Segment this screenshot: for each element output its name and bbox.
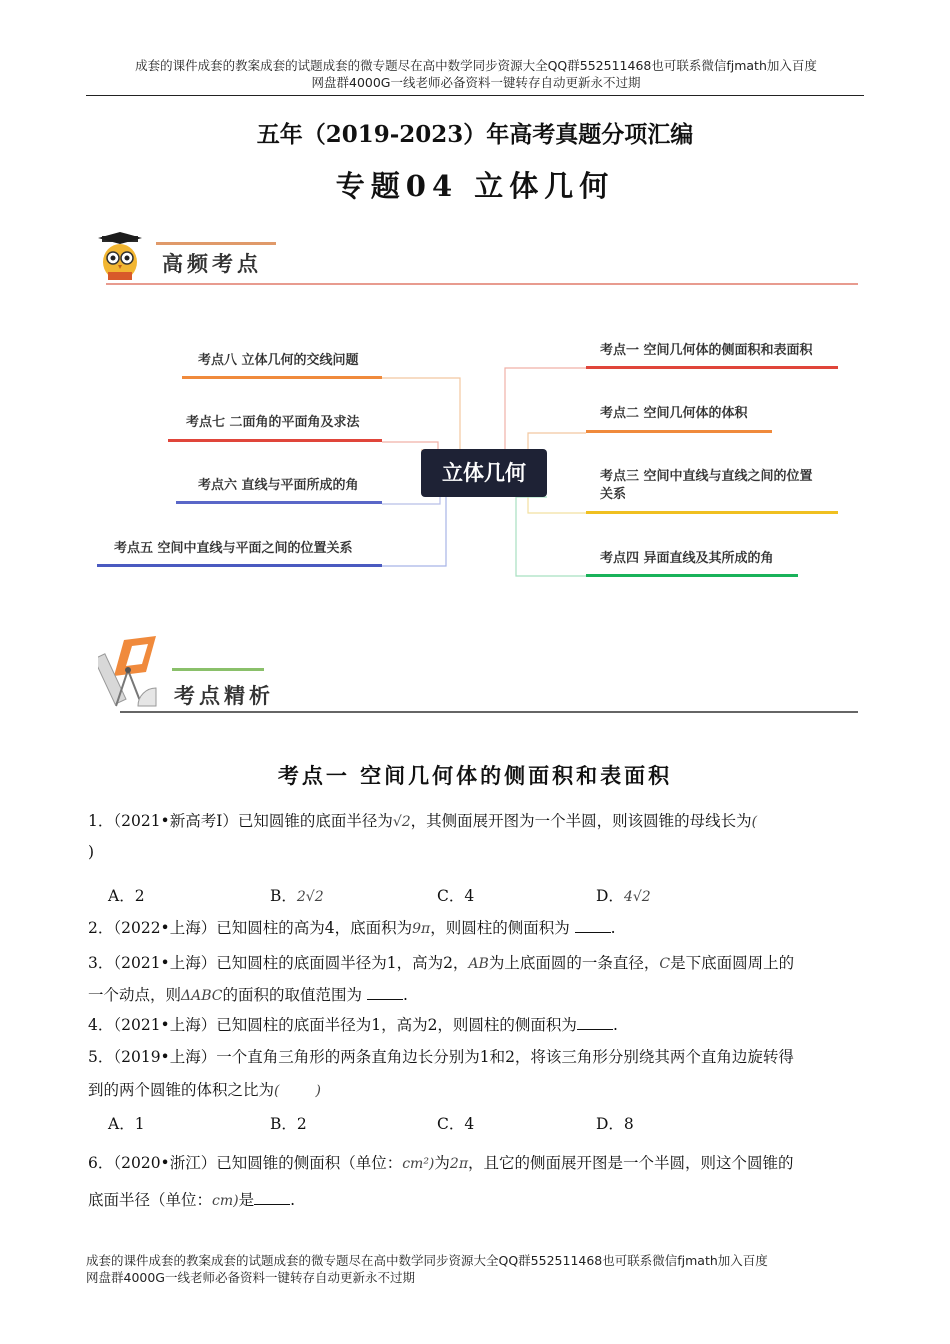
mindmap-node-5: 考点五 空间中直线与平面之间的位置关系 bbox=[114, 541, 353, 556]
page-footer bbox=[86, 1252, 866, 1286]
header-divider bbox=[86, 95, 864, 96]
q6-answer-blank[interactable] bbox=[254, 1190, 290, 1205]
connector-6 bbox=[382, 497, 440, 504]
q1-option-d-math: 4√2 bbox=[623, 889, 651, 905]
mindmap-bar-7 bbox=[168, 439, 382, 442]
mindmap-node-4: 考点四 异面直线及其所成的角 bbox=[600, 551, 774, 566]
footer-line-1: 成套的课件成套的教案成套的试题成套的微专题尽在高中数学同步资源大全QQ群552511468也可联系微信fjmath加入百度 bbox=[86, 1253, 768, 1268]
q6-math-cm2: cm²) bbox=[402, 1156, 435, 1172]
mindmap-node-6: 考点六 直线与平面所成的角 bbox=[198, 478, 359, 493]
question-4 bbox=[88, 1014, 864, 1036]
mindmap-node-3 bbox=[600, 468, 813, 504]
q5-option-d[interactable]: D．8 bbox=[596, 1115, 634, 1133]
q6-math-cm: cm) bbox=[212, 1193, 239, 1209]
section-high-freq: 高频考点 bbox=[162, 251, 262, 276]
q6-text-a: 6．（2020•浙江）已知圆锥的侧面积（单位： bbox=[88, 1154, 403, 1172]
q3-math-ab: AB bbox=[468, 956, 489, 972]
q2-text-b: ，则圆柱的侧面积为 bbox=[430, 919, 570, 937]
mindmap-node-3-line1: 考点三 空间中直线与直线之间的位置 bbox=[600, 469, 813, 484]
q4-text: 4．（2021•上海）已知圆柱的底面半径为1，高为2，则圆柱的侧面积为 bbox=[88, 1016, 577, 1034]
header-line-1: 成套的课件成套的教案成套的试题成套的微专题尽在高中数学同步资源大全QQ群552511468也可联系微信fjmath加入百度 bbox=[135, 58, 817, 73]
ruler-compass-icon bbox=[98, 636, 156, 706]
section-analysis: 考点精析 bbox=[174, 683, 274, 708]
q1-option-d[interactable] bbox=[596, 884, 651, 906]
connector-5 bbox=[382, 497, 446, 566]
q1-text-b: ，其侧面展开图为一个半圆，则该圆锥的母线长为 bbox=[410, 812, 752, 830]
q4-tail: . bbox=[612, 1016, 618, 1034]
question-5 bbox=[88, 1046, 864, 1068]
connector-4 bbox=[516, 497, 586, 576]
q6-text-c: ，且它的侧面展开图是一个半圆，则这个圆锥的 bbox=[468, 1154, 794, 1172]
mindmap-bar-4 bbox=[586, 574, 798, 577]
q6-text-e: 是 bbox=[238, 1191, 255, 1209]
owl-mascot-icon bbox=[98, 232, 142, 280]
q5-option-a[interactable]: A．1 bbox=[108, 1115, 145, 1133]
q1-option-b-label: B． bbox=[270, 887, 297, 905]
question-6-cont bbox=[88, 1189, 864, 1212]
q6-math-2pi: 2π bbox=[449, 1156, 469, 1172]
mindmap-node-8: 考点八 立体几何的交线问题 bbox=[198, 353, 359, 368]
q3-text-b: 为上底面圆的一条直径， bbox=[488, 954, 660, 972]
document-title: 五年（2019-2023）年高考真题分项汇编 bbox=[256, 121, 694, 148]
q3-math-c: C bbox=[659, 956, 671, 972]
question-1 bbox=[88, 810, 864, 833]
q1-math-sqrt2: √2 bbox=[392, 814, 411, 830]
footer-line-2: 网盘群4000G一线老师必备资料一键转存自动更新永不过期 bbox=[86, 1270, 415, 1285]
q3-tail: . bbox=[402, 986, 408, 1004]
q5-paren-open: ( bbox=[274, 1083, 280, 1099]
mindmap-node-1: 考点一 空间几何体的侧面积和表面积 bbox=[600, 343, 813, 358]
q1-option-d-label: D． bbox=[596, 887, 624, 905]
q5-option-b[interactable]: B．2 bbox=[270, 1115, 307, 1133]
q1-paren-close: ) bbox=[88, 843, 95, 861]
q2-tail: . bbox=[610, 919, 616, 937]
mindmap-bar-3 bbox=[586, 511, 838, 514]
q5-text-b: 到的两个圆锥的体积之比为 bbox=[88, 1081, 275, 1099]
q6-text-b: 为 bbox=[434, 1154, 450, 1172]
mindmap-bar-6 bbox=[176, 501, 382, 504]
q1-paren-close-line bbox=[88, 841, 864, 863]
header-line-2: 网盘群4000G一线老师必备资料一键转存自动更新永不过期 bbox=[311, 75, 641, 90]
mindmap-center: 立体几何 bbox=[421, 449, 547, 497]
q6-text-d: 底面半径（单位： bbox=[88, 1191, 213, 1209]
mindmap-bar-5 bbox=[97, 564, 382, 567]
document-subtitle: 专题04 立体几何 bbox=[335, 169, 615, 203]
q2-math: 9π bbox=[412, 921, 431, 937]
topic-title: 考点一 空间几何体的侧面积和表面积 bbox=[277, 763, 673, 788]
connector-7 bbox=[382, 442, 438, 449]
q1-option-a[interactable]: A．2 bbox=[108, 887, 145, 905]
mindmap-node-2: 考点二 空间几何体的体积 bbox=[600, 406, 748, 421]
question-2 bbox=[88, 917, 864, 940]
q1-option-b[interactable] bbox=[270, 884, 324, 906]
q1-option-b-math: 2√2 bbox=[296, 889, 324, 905]
q3-text-c: 是下底面圆周上的 bbox=[670, 954, 795, 972]
mindmap-bar-2 bbox=[586, 430, 772, 433]
banner-accent-green bbox=[172, 668, 264, 671]
mindmap-bar-8 bbox=[182, 376, 382, 379]
question-5-cont bbox=[88, 1079, 864, 1102]
q3-answer-blank[interactable] bbox=[367, 985, 403, 1000]
connector-8 bbox=[382, 378, 460, 450]
q4-answer-blank[interactable] bbox=[577, 1015, 613, 1030]
mindmap-bar-1 bbox=[586, 366, 838, 369]
q2-answer-blank[interactable] bbox=[575, 918, 611, 933]
q5-paren-close: ) bbox=[315, 1083, 321, 1099]
question-6 bbox=[88, 1152, 864, 1175]
q2-text-a: 2．（2022•上海）已知圆柱的高为4，底面积为 bbox=[88, 919, 413, 937]
q6-tail: . bbox=[290, 1191, 296, 1209]
mindmap-node-3-line2: 关系 bbox=[600, 487, 627, 502]
q1-text-a: 1．（2021•新高考Ⅰ）已知圆锥的底面半径为 bbox=[88, 812, 393, 830]
page-header bbox=[86, 57, 866, 91]
q3-text-d: 一个动点，则 bbox=[88, 986, 182, 1004]
q3-math-abc: ΔABC bbox=[181, 988, 223, 1004]
q5-text-a: 5．（2019•上海）一个直角三角形的两条直角边长分别为1和2，将该三角形分别绕其两个直角边旋转得 bbox=[88, 1048, 794, 1066]
q5-option-c[interactable]: C．4 bbox=[437, 1115, 475, 1133]
q1-option-c[interactable]: C．4 bbox=[437, 887, 475, 905]
q3-text-e: 的面积的取值范围为 bbox=[222, 986, 363, 1004]
mindmap-node-7: 考点七 二面角的平面角及求法 bbox=[186, 415, 360, 430]
banner-accent bbox=[156, 242, 276, 245]
question-3-cont bbox=[88, 984, 864, 1007]
q1-paren-open: ( bbox=[751, 814, 758, 830]
question-3 bbox=[88, 952, 864, 975]
q3-text-a: 3．（2021•上海）已知圆柱的底面圆半径为1，高为2， bbox=[88, 954, 469, 972]
